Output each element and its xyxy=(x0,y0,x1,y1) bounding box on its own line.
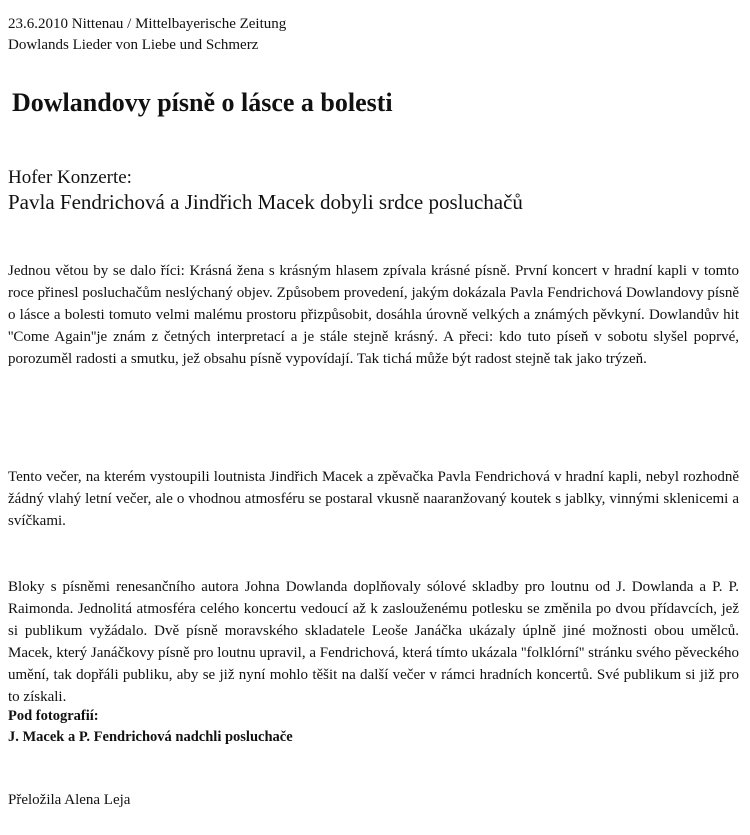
photo-caption-label: Pod fotografií: xyxy=(8,708,99,724)
photo-caption-text: J. Macek a P. Fendrichová nadchli posluchače xyxy=(8,729,293,745)
original-title: Dowlands Lieder von Liebe und Schmerz xyxy=(8,37,259,53)
subheading-main: Pavla Fendrichová a Jindřich Macek dobyli srdce posluchačů xyxy=(8,190,523,214)
source-line: 23.6.2010 Nittenau / Mittelbayerische Zeitung xyxy=(8,16,287,32)
subheading-series: Hofer Konzerte: xyxy=(8,167,132,188)
article-paragraph-3: Bloky s písněmi renesančního autora Johna Dowlanda doplňovaly sólové skladby pro loutnu od J. Dowlanda a P. P. Raimonda. Jednolitá atmosféra celého koncertu vedoucí až k zaslouženému potlesku se změnila po dvou přídavcích, jež si publikum vyžádalo. Dvě písně moravského skladatele Leoše Janáčka ukázaly úplně jiné možnosti obou umělců. Macek, který Janáčkovy písně pro loutnu upravil, a Fendrichová, která tímto ukázala ''folklórní'' stránku svého pěveckého umění, tak dopřáli publiku, aby se již nyní mohlo těšit na další večer v rámci hradních koncertů. Své publikum si již pro to získali. xyxy=(8,579,739,705)
article-paragraph-1: Jednou větou by se dalo říci: Krásná žena s krásným hlasem zpívala krásné písně. První koncert v hradní kapli v tomto roce přinesl posluchačům neslýchaný objev. Způsobem provedení, jakým dokázala Pavla Fendrichová Dowlandovy písně o lásce a bolesti tomuto velmi malému prostoru přizpůsobit, dosáhla úrovně velkých a známých pěvkyní. Dowlandův hit ''Come Again''je znám z četných interpretací a je stále stejně krásný. A přeci: kdo tuto píseň v sobotu slyšel poprvé, porozuměl radosti a smutku, jež obsahu písně vypovídají. Tak tichá může být radost stejně tak jako trýzeň. xyxy=(8,263,739,367)
article-paragraph-2: Tento večer, na kterém vystoupili loutnista Jindřich Macek a zpěvačka Pavla Fendrichová v hradní kapli, nebyl rozhodně žádný vlahý letní večer, ale o vhodnou atmosféru se postaral vkusně naaranžovaný koutek s jablky, vinnými sklenicemi a svíčkami. xyxy=(8,469,739,529)
translator-credit: Přeložila Alena Leja xyxy=(8,792,131,808)
headline: Dowlandovy písně o lásce a bolesti xyxy=(12,88,393,117)
